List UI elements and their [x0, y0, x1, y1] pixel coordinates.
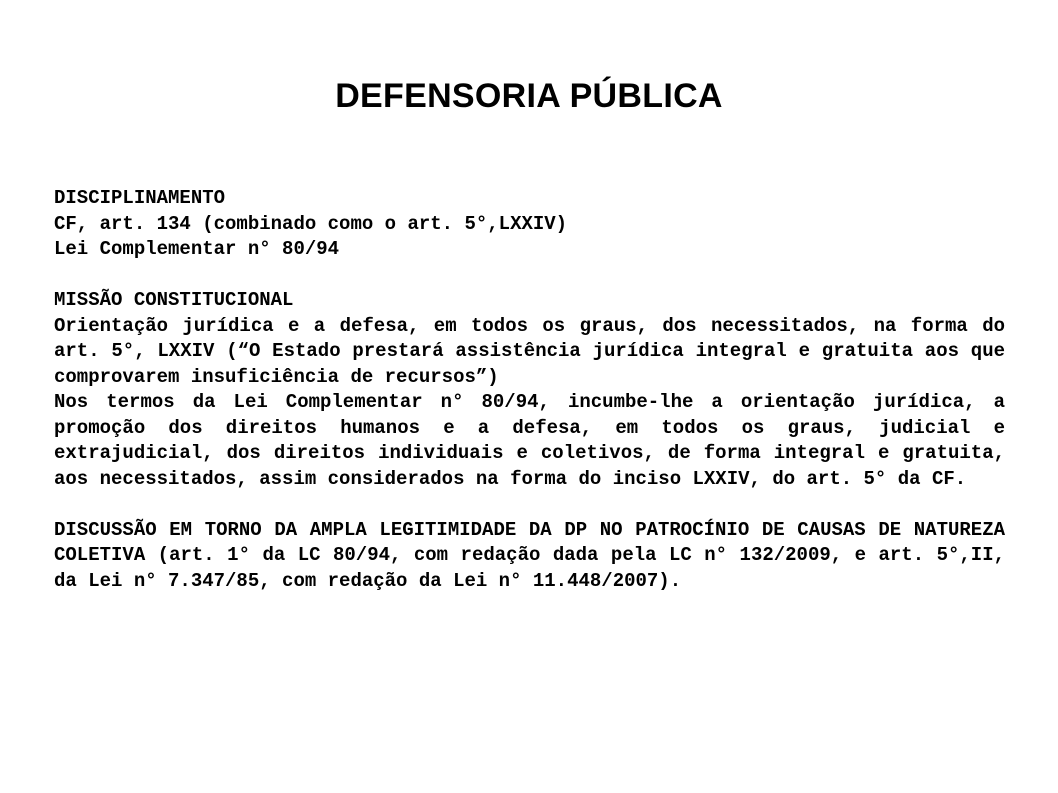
document-body [54, 186, 1005, 594]
spacer [54, 263, 1005, 289]
spacer [54, 492, 1005, 518]
missao-paragraph-2: Nos termos da Lei Complementar n° 80/94, incumbe-lhe a orientação jurídica, a promoção dos direitos humanos e a defesa, em todos os graus, judicial e extrajudicial, dos direitos individuais e coletivos, de forma integral e gratuita, aos necessitados, assim considerados na forma do inciso LXXIV, do art. 5° da CF. [54, 391, 1005, 490]
disciplinamento-line-cf: CF, art. 134 (combinado como o art. 5°,LXXIV) [54, 212, 568, 235]
section-heading-disciplinamento: DISCIPLINAMENTO [54, 187, 226, 209]
section-heading-missao: MISSÃO CONSTITUCIONAL [54, 289, 294, 311]
page-title: DEFENSORIA PÚBLICA [335, 77, 723, 115]
missao-paragraph-1: Orientação jurídica e a defesa, em todos os graus, dos necessitados, na forma do art. 5°, LXXIV (“O Estado prestará assistência jurídica integral e gratuita aos que comprovarem insuficiência de recursos”) [54, 314, 1005, 388]
discussao-paragraph: DISCUSSÃO EM TORNO DA AMPLA LEGITIMIDADE DA DP NO PATROCÍNIO DE CAUSAS DE NATUREZA COLETIVA (art. 1° da LC 80/94, com redação dada pela LC n° 132/2009, e art. 5°,II, da Lei n° 7.347/85, com redação da Lei n° 11.448/2007). [54, 518, 1005, 592]
disciplinamento-line-lei: Lei Complementar n° 80/94 [54, 238, 340, 260]
